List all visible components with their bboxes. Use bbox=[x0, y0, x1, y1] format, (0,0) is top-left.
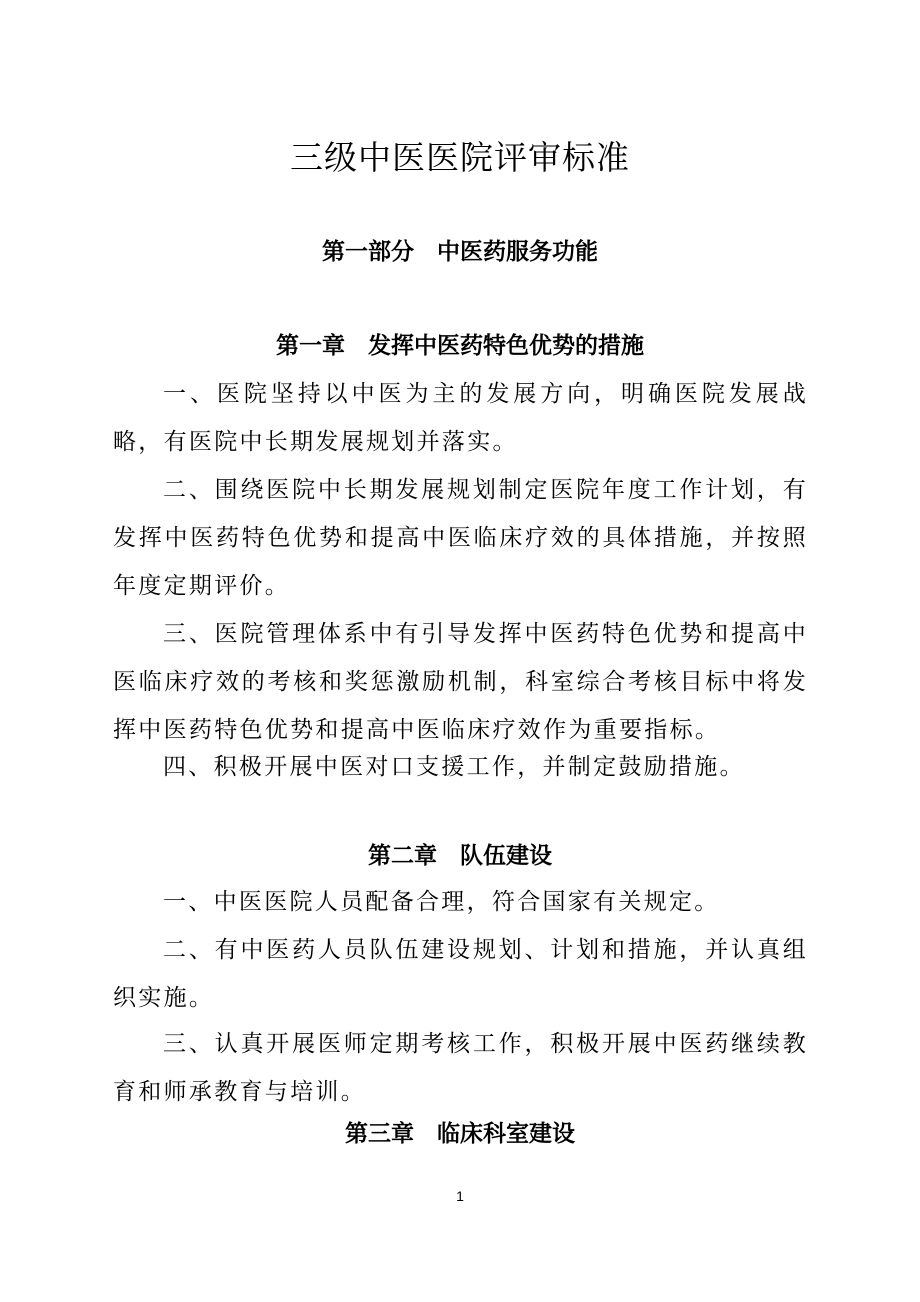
chapter-1-item-1: 一、医院坚持以中医为主的发展方向，明确医院发展战略，有医院中长期发展规划并落实。 bbox=[113, 381, 808, 455]
chapter-2-item-2: 二、有中医药人员队伍建设规划、计划和措施，并认真组织实施。 bbox=[113, 937, 808, 1011]
chapter-heading-3: 第三章 临床科室建设 bbox=[345, 1121, 575, 1147]
chapter-2-item-1: 一、中医医院人员配备合理，符合国家有关规定。 bbox=[163, 889, 720, 915]
part-heading: 第一部分 中医药服务功能 bbox=[322, 239, 598, 265]
chapter-heading-2: 第二章 队伍建设 bbox=[368, 843, 552, 869]
document-title: 三级中医医院评审标准 bbox=[290, 138, 630, 177]
page-number: 1 bbox=[456, 1188, 464, 1204]
chapter-1-item-4: 四、积极开展中医对口支援工作，并制定鼓励措施。 bbox=[163, 754, 745, 780]
chapter-2-item-3: 三、认真开展医师定期考核工作，积极开展中医药继续教育和师承教育与培训。 bbox=[113, 1031, 808, 1105]
chapter-1-item-3: 三、医院管理体系中有引导发挥中医药特色优势和提高中医临床疗效的考核和奖惩激励机制，科室综合考核目标中将发挥中医药特色优势和提高中医临床疗效作为重要指标。 bbox=[113, 621, 808, 743]
chapter-1-item-2: 二、围绕医院中长期发展规划制定医院年度工作计划，有发挥中医药特色优势和提高中医临床疗效的具体措施，并按照年度定期评价。 bbox=[113, 477, 808, 599]
chapter-heading-1: 第一章 发挥中医药特色优势的措施 bbox=[276, 333, 644, 359]
